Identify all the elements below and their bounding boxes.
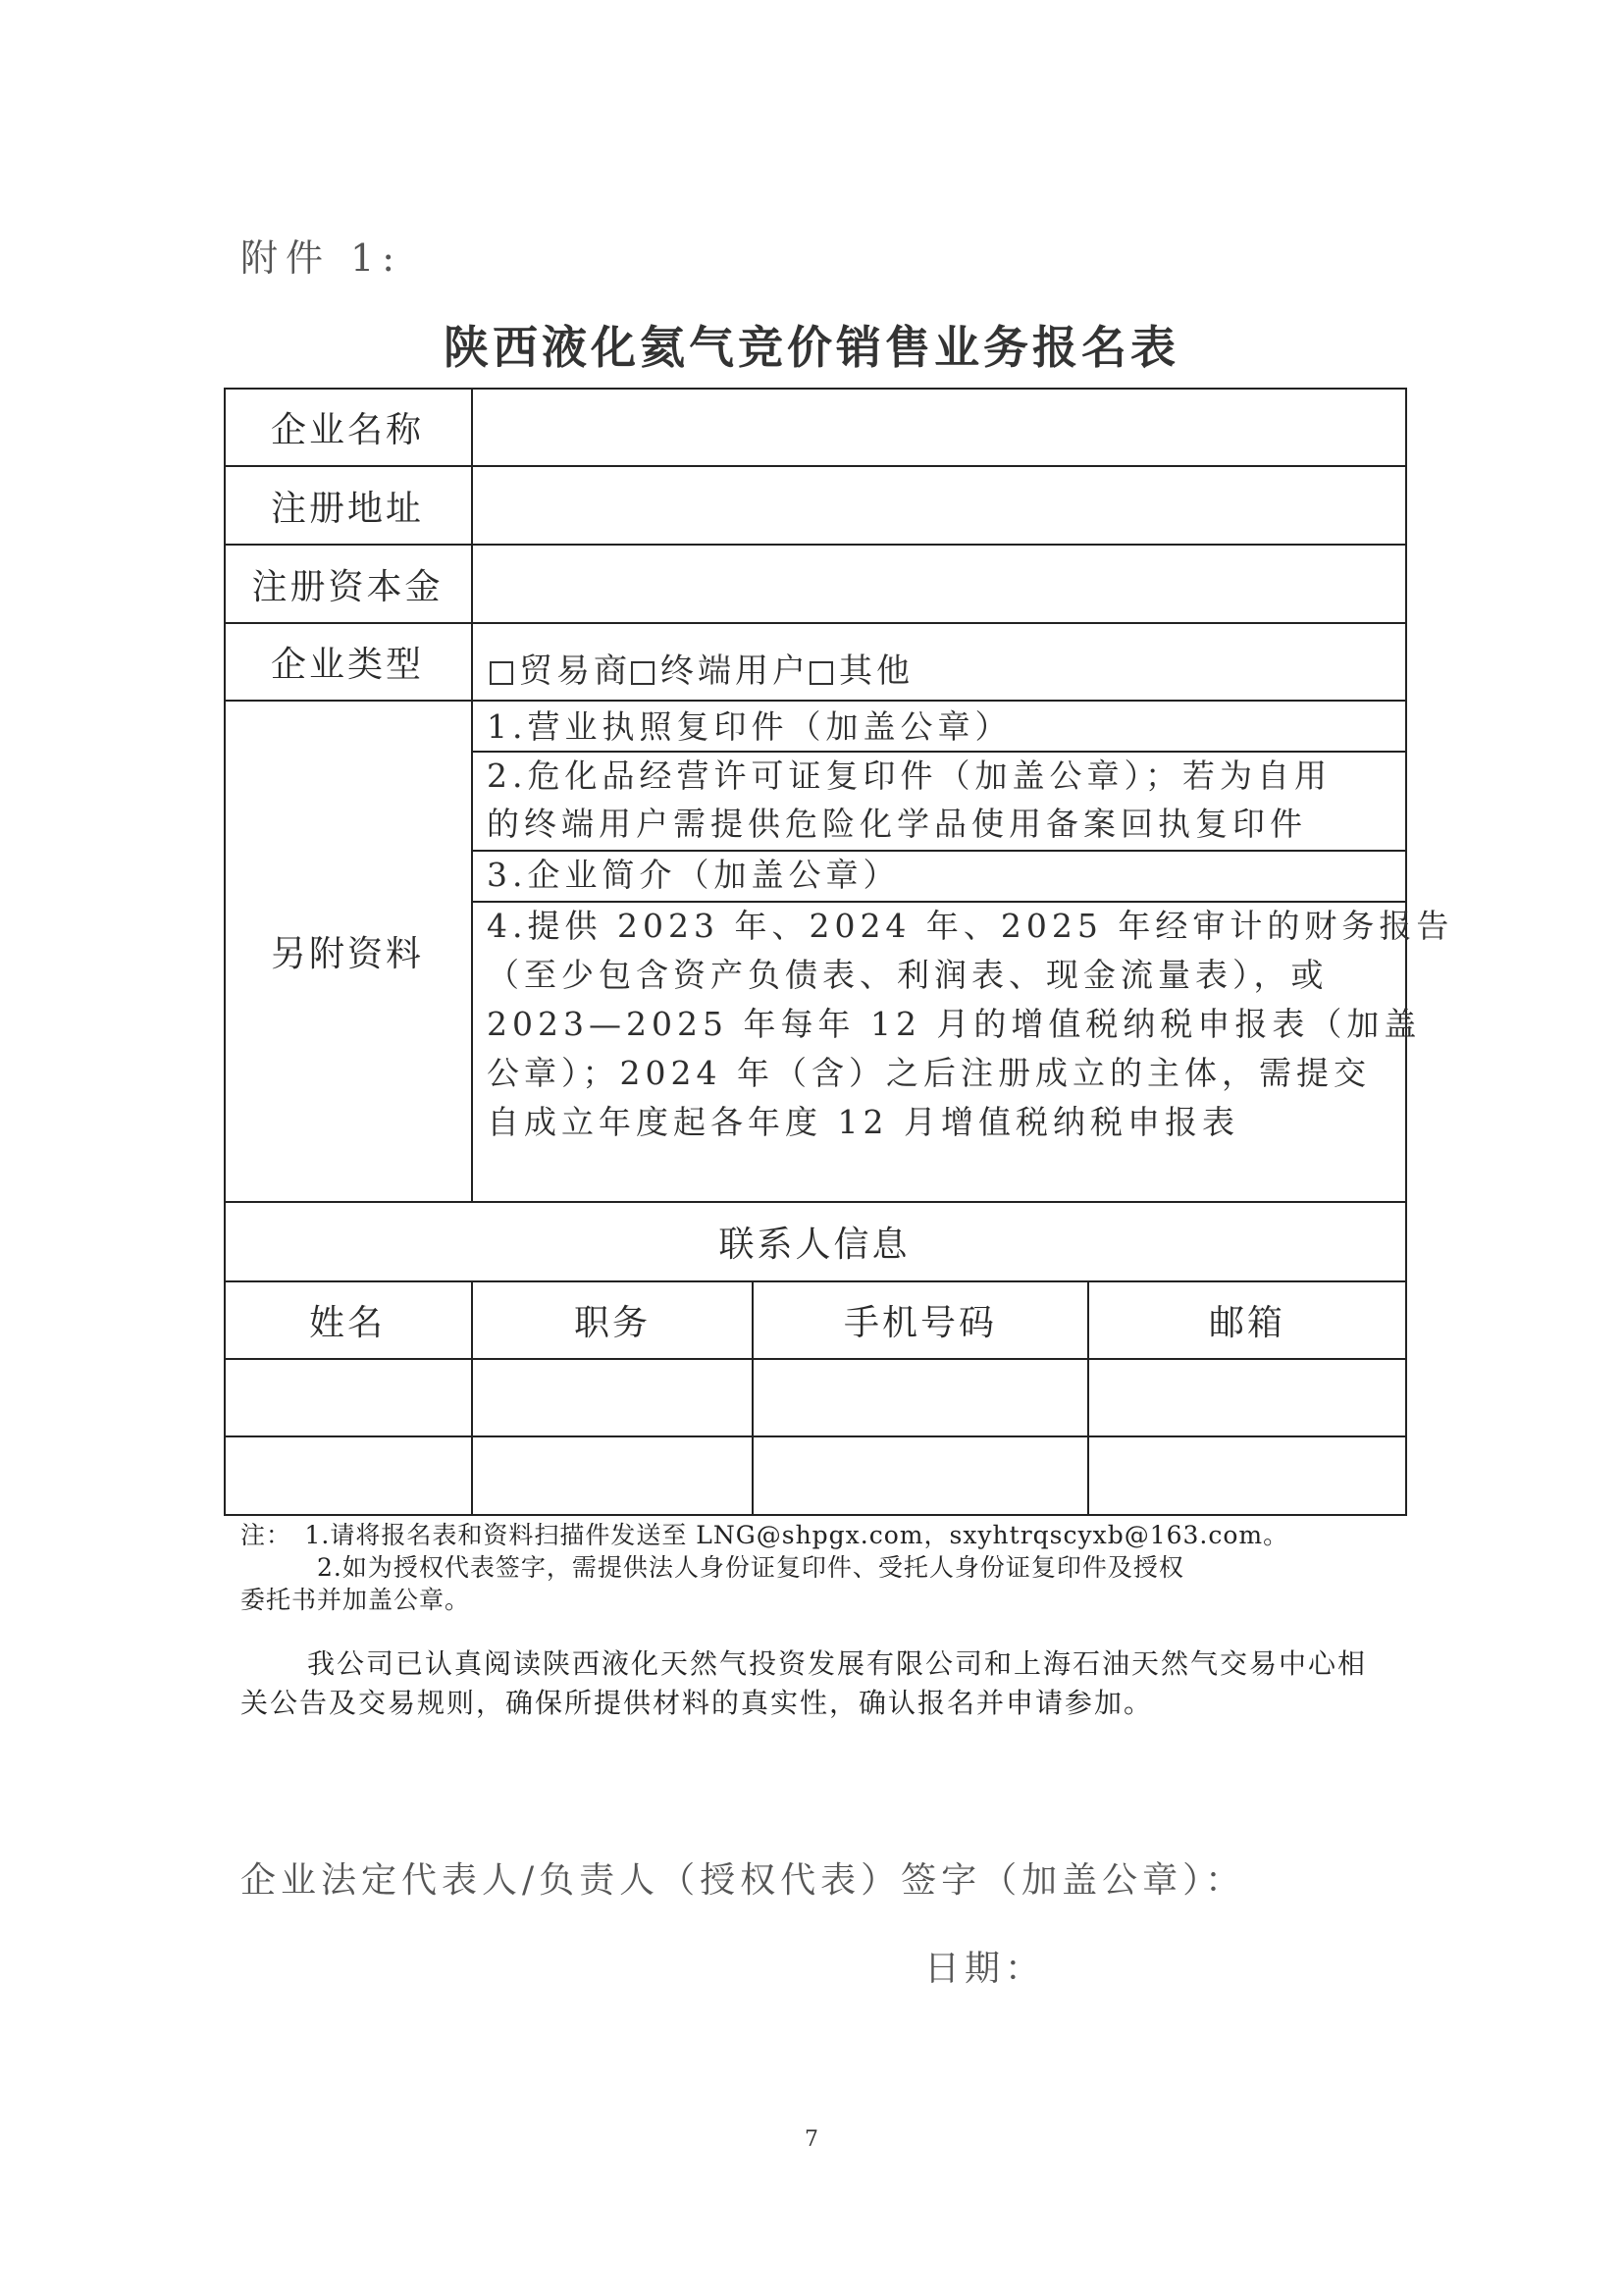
table-border-bottom	[224, 1514, 1407, 1516]
reg-capital-field[interactable]	[473, 546, 1405, 622]
attachment-item-4-line1: 4.提供 2023 年、2024 年、2025 年经审计的财务报告	[487, 907, 1454, 945]
date-label: 日期：	[924, 1949, 1046, 1989]
contact-section-header: 联系人信息	[718, 1225, 911, 1265]
contact-email-field[interactable]	[1089, 1360, 1405, 1435]
company-name-label: 企业名称	[270, 410, 424, 450]
attachment-item-2-line2: 的终端用户需提供危险化学品使用备案回执复印件	[487, 805, 1307, 843]
note-line-1: 注： 1.请将报名表和资料扫描件发送至 LNG@shpgx.com，sxyhtrqscyxb@163.com。	[240, 1521, 1289, 1549]
note-line-2: 2.如为授权代表签字，需提供法人身份证复印件、受托人身份证复印件及授权	[240, 1553, 1184, 1582]
attachments-label: 另附资料	[270, 934, 424, 974]
page-number: 7	[805, 2127, 818, 2152]
checkbox-trader[interactable]	[490, 661, 513, 685]
company-type-options	[490, 644, 914, 692]
column-header-position: 职务	[573, 1303, 651, 1343]
contact-position-field[interactable]	[473, 1437, 752, 1514]
declaration-paragraph: 我公司已认真阅读陕西液化天然气投资发展有限公司和上海石油天然气交易中心相关公告及交易规则，确保所提供材料的真实性，确认报名并申请参加。	[240, 1647, 1368, 1719]
attachment-item-2-line1: 2.危化品经营许可证复印件（加盖公章）；若为自用	[487, 757, 1332, 795]
attachment-divider	[472, 850, 1407, 852]
attachment-divider	[472, 751, 1407, 753]
attachment-label: 附件 1:	[240, 236, 403, 280]
option-trader: 贸易商	[519, 652, 631, 691]
reg-capital-label: 注册资本金	[251, 566, 444, 607]
contact-position-field[interactable]	[473, 1360, 752, 1435]
form-title: 陕西液化氦气竞价销售业务报名表	[444, 321, 1179, 374]
contact-email-field[interactable]	[1089, 1437, 1405, 1514]
contact-name-field[interactable]	[226, 1437, 471, 1514]
attachment-item-4-line4: 公章）；2024 年（含）之后注册成立的主体，需提交	[487, 1054, 1371, 1092]
option-end-user: 终端用户	[660, 652, 810, 691]
contact-mobile-field[interactable]	[754, 1360, 1087, 1435]
contact-name-field[interactable]	[226, 1360, 471, 1435]
registration-table	[224, 388, 1454, 1516]
attachment-item-4-line3: 2023—2025 年每年 12 月的增值税纳税申报表（加盖	[487, 1005, 1422, 1043]
company-name-field[interactable]	[473, 390, 1405, 465]
attachment-item-4-line2: （至少包含资产负债表、利润表、现金流量表），或	[487, 956, 1329, 994]
column-header-name: 姓名	[308, 1303, 386, 1343]
table-border-right	[1405, 388, 1407, 1516]
note-line-3: 委托书并加盖公章。	[240, 1586, 471, 1614]
company-type-label: 企业类型	[270, 645, 424, 685]
option-other: 其他	[839, 652, 914, 691]
checkbox-other[interactable]	[810, 661, 833, 685]
attachment-item-4-line5: 自成立年度起各年度 12 月增值税纳税申报表	[487, 1103, 1239, 1141]
column-header-email: 邮箱	[1208, 1303, 1285, 1343]
attachment-divider	[472, 901, 1407, 903]
attachment-item-1: 1.营业执照复印件（加盖公章）	[487, 707, 1013, 746]
reg-address-field[interactable]	[473, 467, 1405, 544]
signature-label: 企业法定代表人/负责人（授权代表）签字（加盖公章）：	[240, 1860, 1246, 1901]
contact-mobile-field[interactable]	[754, 1437, 1087, 1514]
reg-address-label: 注册地址	[270, 488, 424, 529]
checkbox-end-user[interactable]	[631, 661, 654, 685]
notes	[240, 1519, 1398, 1616]
column-header-mobile: 手机号码	[843, 1303, 997, 1343]
attachment-item-3: 3.企业简介（加盖公章）	[487, 856, 901, 894]
